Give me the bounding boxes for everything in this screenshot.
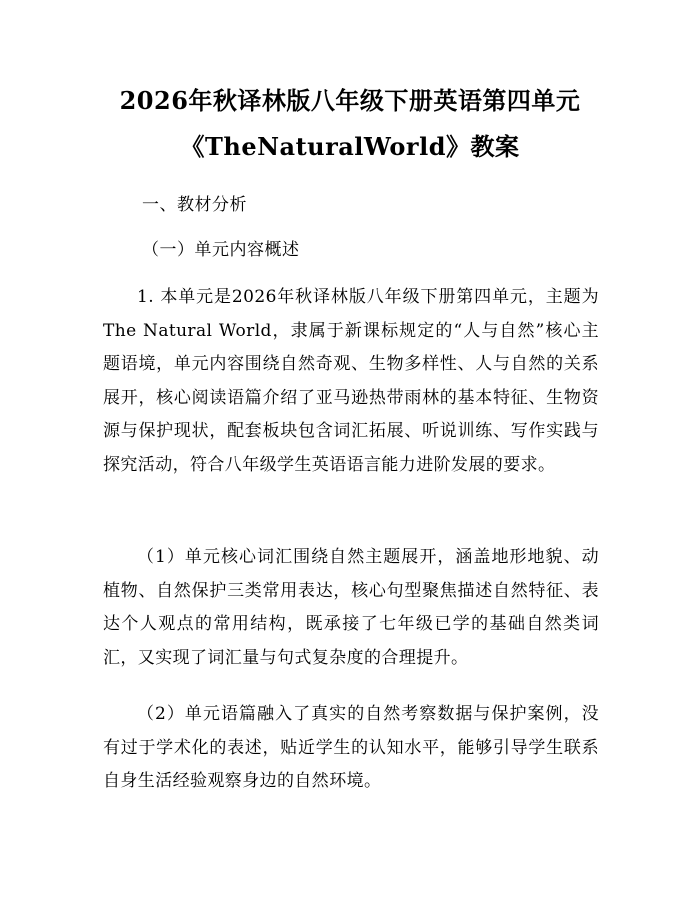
subsection-heading: （一）单元内容概述 xyxy=(142,240,300,260)
document-title-line-2: 《TheNaturalWorld》教案 xyxy=(180,132,520,161)
document-title-line-1: 2026年秋译林版八年级下册英语第四单元 xyxy=(119,86,581,115)
paragraph-3: （2）单元语篇融入了真实的自然考察数据与保护案例，没有过于学术化的表述，贴近学生的认知水平，能够引导学生联系自身生活经验观察身边的自然环境。 xyxy=(103,704,599,791)
paragraph-1: 1. 本单元是2026年秋译林版八年级下册第四单元，主题为The Natural World，隶属于新课标规定的“人与自然”核心主题语境，单元内容围绕自然奇观、生物多样性、人与自然的关系展开，核心阅读语篇介绍了亚马逊热带雨林的基本特征、生物资源与保护现状，配套板块包含词汇拓展、听说训练、写作实践与探究活动，符合八年级学生英语语言能力进阶发展的要求。 xyxy=(103,287,599,475)
paragraph-2: （1）单元核心词汇围绕自然主题展开，涵盖地形地貌、动植物、自然保护三类常用表达，核心句型聚焦描述自然特征、表达个人观点的常用结构，既承接了七年级已学的基础自然类词汇，又实现了词汇量与句式复杂度的合理提升。 xyxy=(103,547,599,668)
section-heading: 一、教材分析 xyxy=(142,195,247,215)
